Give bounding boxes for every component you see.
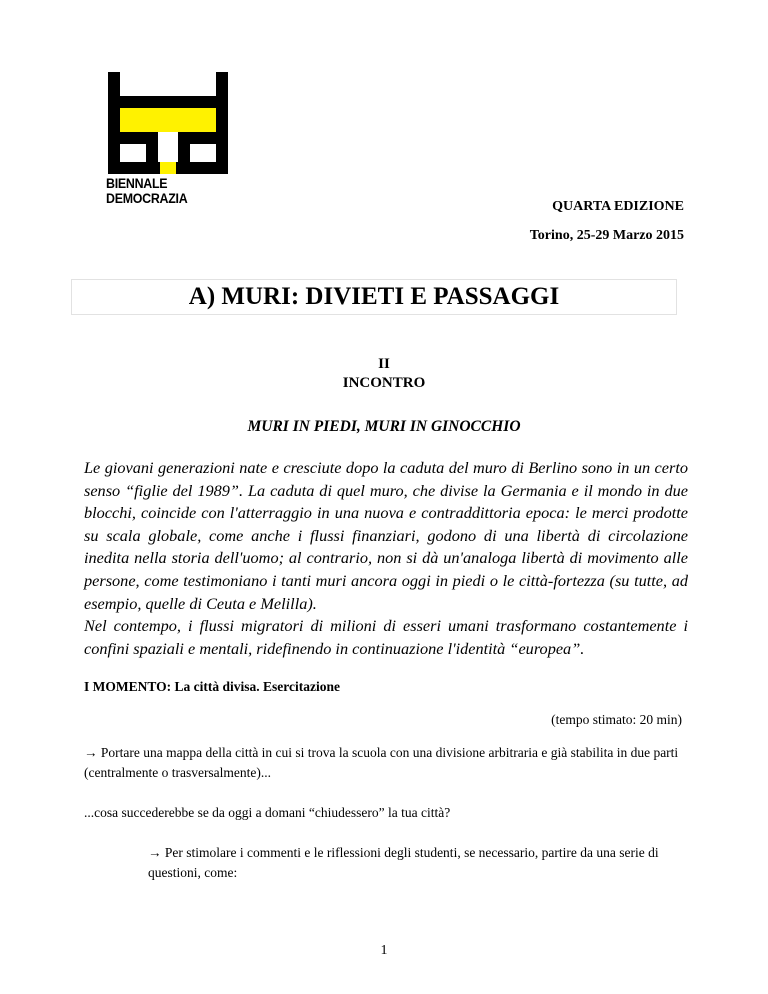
section-heading: I MOMENTO: La città divisa. Esercitazione [84, 679, 340, 694]
instruction-item: → Portare una mappa della città in cui si trova la scuola con una divisione arbitraria e già stabilita in due parti (centralmente o trasversalmente)... [84, 745, 679, 780]
instruction-item: → Per stimolare i commenti e le riflessioni degli studenti, se necessario, partire da una serie di questioni, come: [148, 845, 659, 880]
page-number: 1 [380, 943, 388, 958]
meeting-number: II [378, 356, 390, 372]
meeting-label: INCONTRO [342, 375, 426, 391]
title-box [71, 279, 677, 315]
page-title: A) MURI: DIVIETI E PASSAGGI [188, 283, 560, 310]
estimated-time: (tempo stimato: 20 min) [551, 712, 682, 727]
edition-label: QUARTA EDIZIONE [552, 199, 684, 214]
place-date: Torino, 25-29 Marzo 2015 [529, 228, 684, 243]
intro-paragraph: Le giovani generazioni nate e cresciute dopo la caduta del muro di Berlino sono in un certo senso “figlie del 1989”. La caduta di quel muro, che divise la Germania e il mondo in due blocchi, coincide con l'atterraggio in una nuova e contraddittoria epoca: le merci prodotte su scala globale, come anche i flussi finanziari, godono di una libertà di circolazione inedita nella storia dell'uomo; al contrario, non si dà un'analoga libertà di movimento alle persone, come testimoniano i tanti muri ancora oggi in piedi o le città-fortezza (su tutte, ad esempio, quelle di Ceuta e Melilla). [84, 458, 688, 613]
meeting-subtitle: MURI IN PIEDI, MURI IN GINOCCHIO [247, 418, 521, 435]
intro-text [84, 457, 688, 660]
question-text: ...cosa succederebbe se da oggi a domani “chiudessero” la tua città? [84, 805, 451, 820]
logo-text: BIENNALE DEMOCRAZIA [106, 176, 188, 206]
intro-paragraph: Nel contempo, i flussi migratori di milioni di esseri umani trasformano costantemente i confini spaziali e mentali, ridefinendo in continuazione l'identità “europea”. [84, 616, 688, 658]
